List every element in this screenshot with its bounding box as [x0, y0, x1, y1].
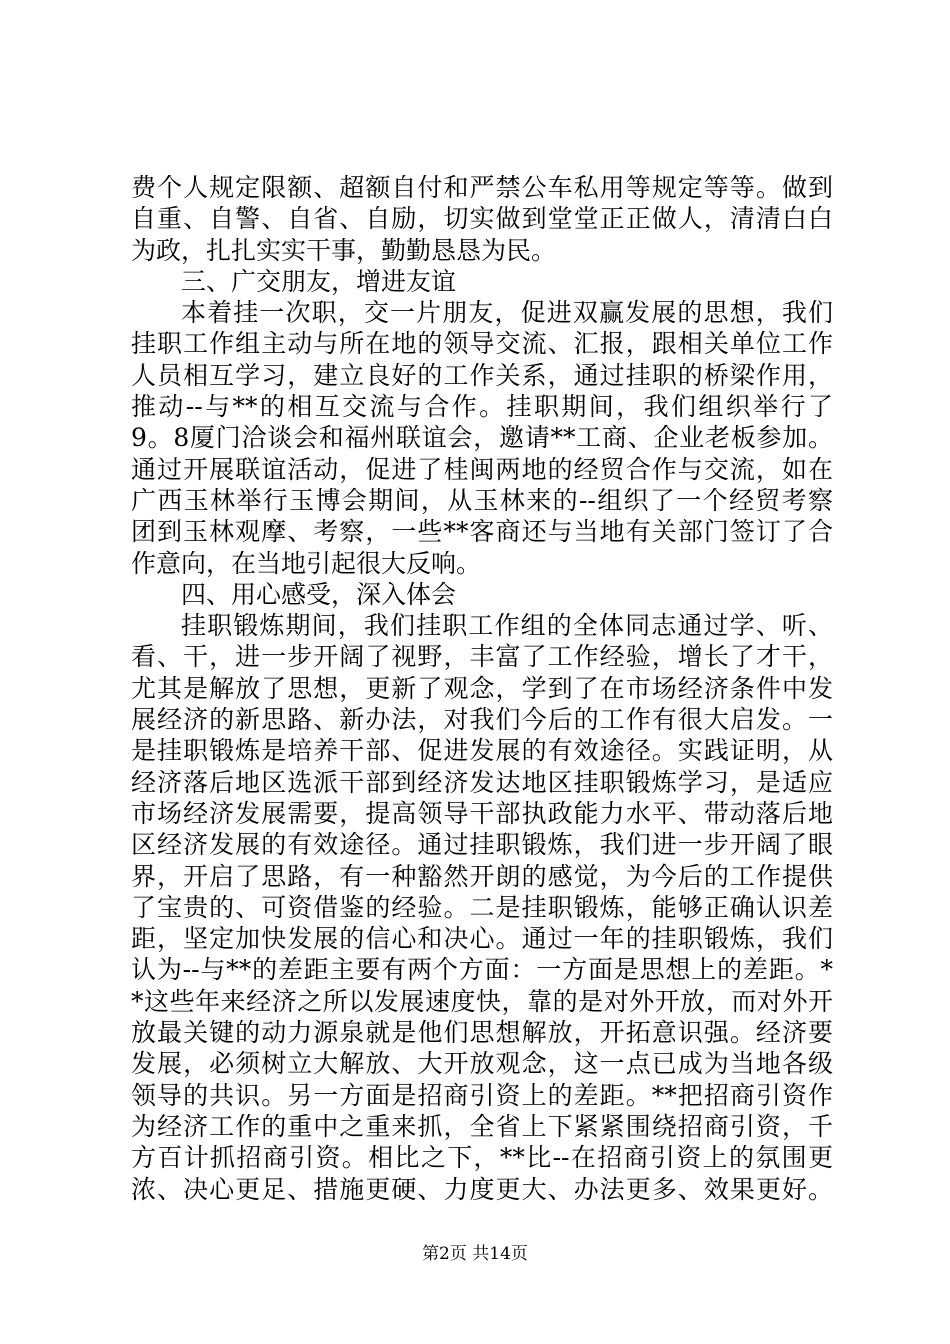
paragraph-first-line: 挂职锻炼期间，我们挂职工作组的全体同志通过学、听、	[181, 611, 833, 641]
paragraph-first-line: 本着挂一次职，交一片朋友，促进双赢发展的思想，我们	[181, 298, 833, 328]
text-line: 通过开展联谊活动，促进了桂闽两地的经贸合作与交流，如在	[131, 454, 833, 484]
text-line: 展经济的新思路、新办法，对我们今后的工作有很大启发。一	[131, 705, 833, 735]
text-line: 挂职工作组主动与所在地的领导交流、汇报，跟相关单位工作	[131, 329, 833, 359]
text-line: 浓、决心更足、措施更硬、力度更大、办法更多、效果更好。	[131, 1174, 833, 1204]
text-line: 费个人规定限额、超额自付和严禁公车私用等规定等等。做到	[131, 173, 833, 202]
page-number-footer: 第2页 共14页	[422, 1244, 528, 1264]
text-line: 为政，扎扎实实干事，勤勤恳恳为民。	[131, 235, 557, 265]
text-line: 区经济发展的有效途径。通过挂职锻炼，我们进一步开阔了眼	[131, 830, 833, 860]
text-line: 放最关键的动力源泉就是他们思想解放，开拓意识强。经济要	[131, 1018, 833, 1048]
text-line: 认为--与**的差距主要有两个方面：一方面是思想上的差距。*	[131, 955, 833, 985]
text-line: 距，坚定加快发展的信心和决心。通过一年的挂职锻炼，我们	[131, 924, 833, 954]
text-line: 自重、自警、自省、自励，切实做到堂堂正正做人，清清白白	[131, 204, 833, 234]
text-line: 广西玉林举行玉博会期间，从玉林来的--组织了一个经贸考察	[131, 485, 833, 515]
text-line: 市场经济发展需要，提高领导干部执政能力水平、带动落后地	[131, 798, 833, 828]
text-line: 作意向，在当地引起很大反响。	[131, 548, 482, 578]
text-line: 人员相互学习，建立良好的工作关系，通过挂职的桥梁作用，	[131, 360, 833, 390]
section-heading: 三、广交朋友，增进友谊	[181, 266, 457, 296]
text-line: 领导的共识。另一方面是招商引资上的差距。**把招商引资作	[131, 1080, 833, 1110]
section-heading: 四、用心感受，深入体会	[181, 579, 457, 609]
text-line: 方百计抓招商引资。相比之下，**比--在招商引资上的氛围更	[131, 1143, 833, 1173]
text-line: 了宝贵的、可资借鉴的经验。二是挂职锻炼，能够正确认识差	[131, 892, 833, 922]
text-line: 是挂职锻炼是培养干部、促进发展的有效途径。实践证明，从	[131, 736, 833, 766]
text-line: 9。8厦门洽谈会和福州联谊会，邀请**工商、企业老板参加。	[131, 423, 833, 453]
text-line: 推动--与**的相互交流与合作。挂职期间，我们组织举行了	[131, 392, 833, 422]
text-line: 看、干，进一步开阔了视野，丰富了工作经验，增长了才干，	[131, 642, 833, 672]
text-line: 尤其是解放了思想，更新了观念，学到了在市场经济条件中发	[131, 673, 833, 703]
text-line: *这些年来经济之所以发展速度快，靠的是对外开放，而对外开	[131, 986, 833, 1016]
text-line: 界，开启了思路，有一种豁然开朗的感觉，为今后的工作提供	[131, 861, 833, 891]
text-line: 团到玉林观摩、考察，一些**客商还与当地有关部门签订了合	[131, 517, 833, 547]
text-line: 发展，必须树立大解放、大开放观念，这一点已成为当地各级	[131, 1049, 833, 1079]
text-line: 经济落后地区选派干部到经济发达地区挂职锻炼学习，是适应	[131, 767, 833, 797]
text-line: 为经济工作的重中之重来抓，全省上下紧紧围绕招商引资，千	[131, 1111, 833, 1141]
document-body	[131, 172, 833, 1205]
